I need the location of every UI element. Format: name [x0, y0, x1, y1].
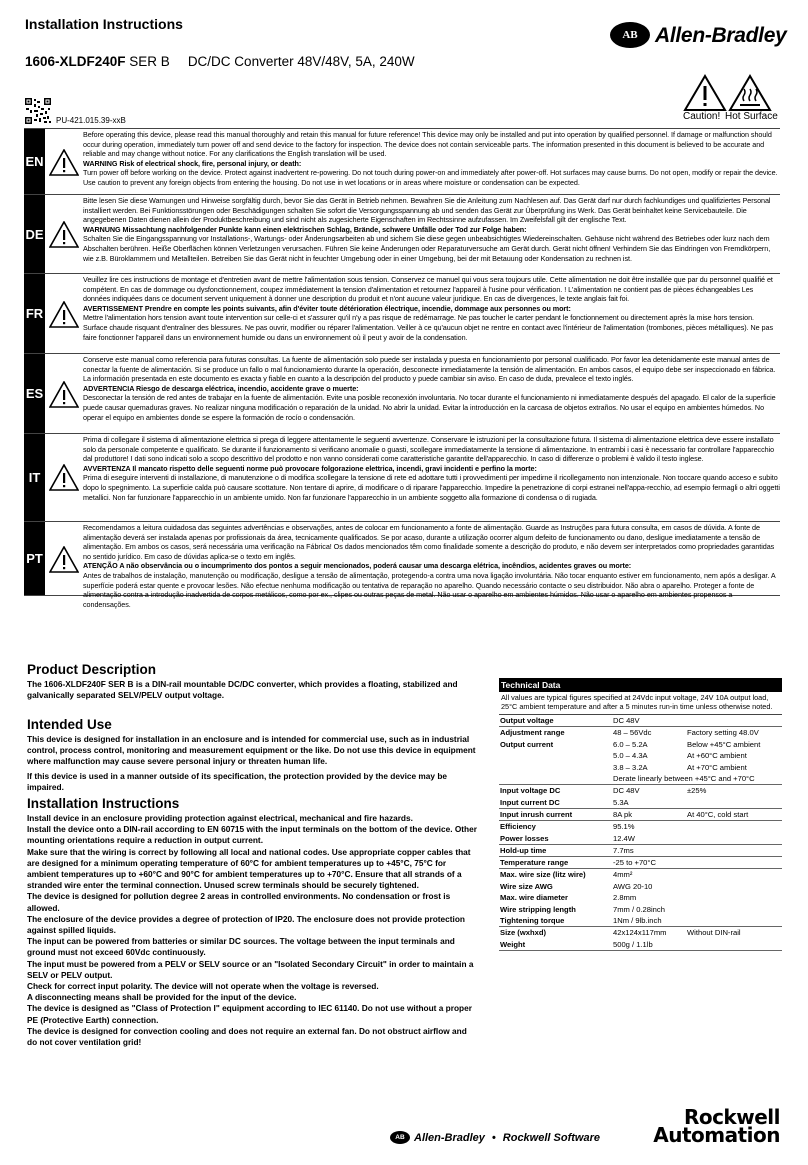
company-name-line1: Rockwell: [683, 1105, 780, 1129]
tech-value: -25 to +70°C: [613, 858, 656, 868]
tech-note: [687, 904, 782, 916]
tech-value: Derate linearly between +45°C and +70°C: [613, 774, 755, 784]
paragraph: Install device in an enclosure providing protection against electrical, mechanical and fire hazards.: [27, 813, 413, 823]
tech-value: 7mm / 0.28inch: [613, 904, 665, 914]
tech-value: 8A pk: [613, 809, 632, 819]
tech-row: [499, 881, 782, 893]
company-name-line2: Automation: [653, 1123, 780, 1147]
qr-code-icon: [24, 97, 52, 125]
tech-label: Input voltage DC: [500, 786, 561, 796]
lang-text: [83, 275, 780, 342]
tech-row: [499, 762, 782, 774]
product-title: [25, 54, 415, 69]
warning-triangle-icon: [49, 464, 79, 491]
lang-intro: Conserve este manual como referencia para futuras consultas. La fuente de alimentación solo puede ser instalada y puesta en funcionamiento por personal cualificado. Por favor lea detenidamente este manual antes de conectar la fuente de alimentación. Si se produce un fallo o mal funcionamiento durante la operación, desconecte inmediatamente la tensión de alimentación. En ambos casos, el equipo debe ser inspeccionado en fábrica. La información presentada en este documento es exacta y fiable en cuanto a la descripción del producto y puede cambiar sin aviso. En caso de duda, prevalece el texto inglés.: [83, 355, 776, 384]
tech-value: 3.8 – 3.2A: [613, 762, 648, 772]
tech-label: Output current: [500, 739, 554, 749]
technical-data-table: [499, 678, 782, 951]
tech-value: 5.3A: [613, 797, 629, 807]
tech-label: Input current DC: [500, 797, 560, 807]
tech-row: [499, 904, 782, 916]
lang-section-it: [24, 433, 780, 521]
lang-body: Schalten Sie die Eingangsspannung vor Installations-, Wartungs- oder Änderungsarbeiten ab und sichern Sie diese gegen unbeabsichtigtes Wiedereinschalten. Gehäuse nicht während des Betriebes oder kurz nach dem Abschalten berühren. Heiße Oberflächen können Verletzungen verursachen. Führen Sie keine Änderungen oder Reparaturversuche am Gerät durch. Gerät nicht öffnen! Verhindern Sie das Eindringen von Fremdkörpern, wie z.B. Büroklammern und Metallteilen. Betreiben Sie das Gerät nicht in feuchter Umgebung oder in einer Umgebung, bei der mit Betauung oder Kondensation zu rechnen ist.: [83, 234, 771, 263]
safety-warnings-block: [24, 128, 780, 609]
tech-row: [499, 833, 782, 845]
lang-section-de: [24, 194, 780, 273]
lang-code: IT: [24, 434, 45, 521]
paragraph: If this device is used in a manner outside of its specification, the protection provided by the device may be impaired.: [27, 770, 448, 792]
lang-text: [83, 435, 780, 502]
tech-value: 7.7ms: [613, 845, 634, 855]
technical-data-rows: [499, 715, 782, 951]
tech-label: Max. wire diameter: [500, 893, 568, 903]
lang-body: Desconectar la tensión de red antes de trabajar en la fuente de alimentación. Evite una posible reconexión involuntaria. No tocar durante el funcionamiento ni inmediatamente después del apagado. El calor de la superficie puede causar quemaduras graves. No realizar ninguna modificación o reparación de la unidad. No abrir la unidad. Evitar la introducción en la carcasa de objetos extraños. No usar el equipo en ambientes húmedos. No operar el equipo en ambientes donde se espere la formación de rocío o condensación.: [83, 393, 776, 422]
warning-triangle-icon: [49, 381, 79, 408]
lang-text: [83, 355, 780, 422]
tech-value: AWG 20-10: [613, 881, 653, 891]
tech-row: [499, 845, 782, 857]
tech-note: [687, 869, 782, 881]
tech-row: [499, 821, 782, 833]
lang-text: [83, 130, 780, 188]
tech-label: Hold-up time: [500, 845, 547, 855]
lang-code: EN: [24, 129, 45, 194]
tech-row: [499, 915, 782, 927]
lang-intro: Veuillez lire ces instructions de montage et d'entretien avant de mettre l'alimentation sous tension. Conservez ce manuel qui vous sera toujours utile. Cette alimentation ne doit être installée que par du personnel qualifié et compétent. En cas de dommage ou dysfonctionnement, coupez immédiatement la tension d'alimentation et retournez l'appareil à l'usine pour vérification. ! L'alimentation ne contient pas de pièces échangeables Les données indiquées dans ce document servent uniquement à donner une description du produit et n'ont aucune valeur juridique. En cas de divergences, le texte anglais fait foi.: [83, 275, 773, 304]
lang-code: PT: [24, 522, 45, 595]
tech-note: [687, 892, 782, 904]
tech-value: 12.4W: [613, 833, 635, 843]
product-description: DC/DC Converter 48V/48V, 5A, 240W: [187, 54, 415, 69]
lang-text: [83, 523, 780, 609]
tech-note: [687, 833, 782, 844]
document-title: Installation Instructions: [25, 16, 183, 32]
lang-text: [83, 196, 780, 263]
tech-value: 4mm²: [613, 870, 633, 880]
tech-label: Max. wire size (litz wire): [500, 870, 586, 880]
tech-label: [499, 750, 613, 762]
warning-triangle-icon: [49, 221, 79, 248]
tech-note: Below +45°C ambient: [687, 739, 761, 749]
hot-surface-label: Hot Surface: [725, 111, 778, 122]
tech-row: [499, 750, 782, 762]
product-code: 1606-XLDF240F: [25, 54, 126, 69]
paragraph: Install the device onto a DIN-rail according to EN 60715 with the input terminals on the bottom of the device. Other mounting orientations require a reduction in output current.: [27, 824, 477, 846]
tech-note: Without DIN-rail: [687, 928, 741, 938]
tech-label: Adjustment range: [500, 728, 565, 738]
lang-code: ES: [24, 354, 45, 433]
warning-triangle-icon: [49, 149, 79, 176]
tech-label: [499, 773, 613, 784]
tech-row: [499, 715, 782, 727]
tech-value: 48 – 56Vdc: [613, 728, 652, 738]
tech-note: [687, 821, 782, 833]
lang-section-pt: [24, 521, 780, 609]
paragraph: Check for correct input polarity. The device will not operate when the voltage is reversed.: [27, 981, 379, 992]
technical-data-note: All values are typical figures specified at 24Vdc input voltage, 24V 10A output load, 25°C ambient temperature and after a 5 minutes run-in time unless otherwise noted.: [499, 692, 782, 715]
tech-row: [499, 797, 782, 809]
tech-note: [687, 915, 782, 926]
tech-note: ±25%: [687, 786, 707, 796]
tech-row: [499, 773, 782, 785]
tech-label: Wire size AWG: [500, 881, 553, 891]
tech-label: Wire stripping length: [500, 904, 576, 914]
tech-label: Weight: [500, 939, 526, 949]
tech-value: DC 48V: [613, 786, 640, 796]
ab-logo: AB: [610, 22, 650, 48]
tech-value: 500g / 1.1lb: [613, 939, 653, 949]
tech-row: [499, 892, 782, 904]
tech-label: Efficiency: [500, 822, 536, 832]
brand-name: Allen-Bradley: [655, 24, 787, 47]
caution-warning-icon: [683, 74, 727, 112]
tech-note: [687, 845, 782, 856]
product-description-heading: Product Description: [27, 662, 157, 677]
tech-row: [499, 785, 782, 797]
technical-data-header: Technical Data: [499, 678, 782, 692]
installation-heading: Installation Instructions: [27, 796, 180, 811]
lang-section-en: [24, 128, 780, 194]
tech-note: At +70°C ambient: [687, 762, 747, 772]
footer-separator: •: [491, 1131, 496, 1144]
lang-code: FR: [24, 274, 45, 353]
lang-body: Mettre l'alimentation hors tension avant toute intervention sur celle-ci et s'assurer qu'il n'y a pas risque de redémarrage. Ne pas toucher le carter pendant le fonctionnement ou directement après la mise hors tension. Surface chaude risquant d'entraîner des blessures. Ne pas ouvrir, modifier ou réparer l'alimentation. Veiller à ce qu'aucun objet ne rentre en contact avec l'intérieur de l'alimentation (trombones, pièces métalliques). Ne pas faire fonctionner l'appareil dans un environnement humide ou dans un environnement où il peut y avoir de la condensation.: [83, 313, 773, 342]
tech-label: Size (wxhxd): [500, 928, 546, 938]
tech-value: 1Nm / 9lb.inch: [613, 916, 662, 926]
lang-warning: WARNUNG Missachtung nachfolgender Punkte kann einen elektrischen Schlag, Brände, schwere Unfälle oder Tod zur Folge haben:: [83, 224, 527, 234]
warning-triangle-icon: [49, 301, 79, 328]
paragraph: The device is designed for convection cooling and does not require an external fan. Do not obstruct airflow and do not cover ventilation grid!: [27, 1025, 467, 1048]
lang-warning: WARNING Risk of electrical shock, fire, personal injury, or death:: [83, 158, 302, 168]
tech-note: At +60°C ambient: [687, 751, 747, 761]
tech-label: Output voltage: [500, 715, 554, 725]
paragraph: The device is designed for pollution degree 2 areas in controlled environments. No condensation or frost is allowed.: [27, 891, 451, 913]
tech-row: [499, 927, 782, 939]
tech-value: 5.0 – 4.3A: [613, 751, 648, 761]
tech-label: [499, 762, 613, 774]
tech-note: [687, 715, 782, 726]
intended-use-text: [27, 734, 479, 793]
intended-use-heading: Intended Use: [27, 717, 112, 732]
lang-body: Antes de trabalhos de instalação, manutenção ou modificação, desligue a tensão de alimentação, protegendo-a contra uma nova ligação involuntária. Não tocar enquanto estiver em funcionamento, nem após a desligar. A superfície poderá estar quente e provocar lesões. Não efectue nenhuma modificação ou tentativa de reparação no aparelho. Quando necessário contacte o seu distribuidor. Não abra o aparelho. Proteger a fonte de alimentação contra a introdução inadvertida de corpos metálicos, como por ex., clipes ou outras peças de metal. Não usar o aparelho em ambientes húmidos. Não usar o aparelho em ambientes propensos a condensações.: [83, 570, 776, 609]
tech-value: 95.1%: [613, 822, 635, 832]
rockwell-automation-logo: [630, 1105, 780, 1147]
product-series: SER B: [125, 54, 170, 69]
paragraph: This device is designed for installation in an enclosure and is intended for commercial use, such as in industrial control, process control, monitoring and measurement equipment or the like. Do not use this device in equipment where malfunction may cause severe personal injury or threaten human life.: [27, 734, 476, 767]
tech-row: [499, 739, 782, 751]
lang-section-es: [24, 353, 780, 433]
caution-label: Caution!: [683, 111, 721, 122]
tech-label: Power losses: [500, 833, 549, 843]
tech-value: 2.8mm: [613, 893, 637, 903]
lang-body: Turn power off before working on the device. Protect against inadvertent re-powering. Do not touch during power-on and immediately after power-off. Hot surfaces may cause burns. Do not open, modify or repair the device. Use caution to prevent any foreign objects from entering the housing. Do not use in wet locations or in areas where moisture or condensation can be expected.: [83, 168, 778, 187]
installation-text: [27, 813, 479, 1048]
warning-triangle-icon: [49, 546, 79, 573]
lang-intro: Prima di collegare il sistema di alimentazione elettrica si prega di leggere attentamente le seguenti avvertenze. Conservare le istruzioni per la consultazione futura. Il sistema di alimentazione elettrica deve essere installato solo da personale competente e qualificato. Se durante il funzionamento si verificano anomalie o guasti, scollegare immediatamente la tensione di alimentazione. In entrambi i casi è necessario far controllare l'apparecchio dal produttore! I dati sono indicati solo a scopo descrittivo del prodotto e non vanno considerati come caratteristiche garantite dell'apparecchio. In caso di differenze o problemi è valido il testo inglese.: [83, 435, 775, 464]
paragraph: The input must be powered from a PELV or SELV source or an "Isolated Secondary Circuit" in order to maintain a SELV or PELV output.: [27, 958, 474, 980]
tech-value: DC 48V: [613, 715, 640, 725]
product-description-text: The 1606-XLDF240F SER B is a DIN-rail mountable DC/DC converter, which provides a floating, stabilized and galvanically separated SELV/PELV output voltage.: [27, 679, 458, 701]
tech-note: [687, 939, 782, 950]
tech-note: [687, 797, 782, 808]
paragraph: The input can be powered from batteries or similar DC sources. The voltage between the input terminals and ground must not exceed 60Vdc continuously.: [27, 936, 455, 958]
lang-section-fr: [24, 273, 780, 353]
tech-row: [499, 869, 782, 881]
ab-logo-small: AB: [390, 1131, 410, 1144]
hot-surface-icon: [728, 74, 772, 112]
lang-warning: AVERTISSEMENT Prendre en compte les points suivants, afin d'éviter toute détérioration électrique, incendie, dommage aux personnes ou mort:: [83, 303, 571, 313]
tech-row: [499, 727, 782, 739]
tech-value: 6.0 – 5.2A: [613, 739, 648, 749]
lang-intro: Bitte lesen Sie diese Warnungen und Hinweise sorgfältig durch, bevor Sie das Gerät in Betrieb nehmen. Bewahren Sie die Anleitung zum Nachlesen auf. Das Gerät darf nur durch fachkundiges und qualifiziertes Personal installiert werden. Bei Funktionsstörungen oder Beschädigungen schalten Sie sofort die Versorgungsspannung ab und senden das Gerät zur Überprüfung ins Werk. Das Gerät beinhaltet keine Servicebauteile. Die angegebenen Daten dienen allein der Produktbeschreibung und sind nicht als zugesicherte Eigenschaften im Rechtssinne aufzufassen. Im Zweifelsfall gilt der englische Text.: [83, 196, 771, 225]
tech-note: At 40°C, cold start: [687, 809, 749, 819]
paragraph: The enclosure of the device provides a degree of protection of IP20. The enclosure does not provide protection against spilled liquids.: [27, 913, 465, 936]
lang-body: Prima di eseguire interventi di installazione, di manutenzione o di modifica scollegare la tensione di rete ed adottare tutti i provvedimenti per impedirne il ricollegamento non intenzionale. Non toccare quando acceso e subito dopo lo spegnimento. La superficie calda può causare scottature. Non tentare di aprire, di modificare o di riparare l'apparecchio. Impedire la penetrazione di corpi estranei nell'appa-recchio, ad esempio fermagli o altri oggetti metallici. Non far funzionare l'apparecchio in un ambiente umido. Non far funzionare l'apparecchio in un ambiente soggetto alla formazione di condensa o di rugiada.: [83, 473, 780, 502]
tech-label: Temperature range: [500, 858, 569, 868]
lang-code: DE: [24, 195, 45, 273]
footer-brand-rockwell-software: Rockwell Software: [502, 1131, 600, 1144]
tech-label: Input inrush current: [500, 809, 573, 819]
footer-brands: [390, 1131, 600, 1144]
tech-note: [687, 857, 782, 868]
lang-warning: AVVERTENZA Il mancato rispetto delle seguenti norme può provocare folgorazione elettrica, incendi, gravi incidenti e perfino la morte:: [83, 463, 537, 473]
tech-note: Factory setting 48.0V: [687, 728, 759, 738]
tech-note: [687, 881, 782, 893]
tech-row: [499, 809, 782, 821]
tech-row: [499, 939, 782, 951]
paragraph: Make sure that the wiring is correct by following all local and national codes. Use appropriate copper cables that are designed for a minimum operating temperature of 60°C for ambient temperatures up to +45°C, 75°C for ambient temperatures up to +60°C and 90°C for ambient temperatures up to +70°C. Ensure that all strands of a stranded wire enter the terminal connection. Unused screw terminals should be securely tightened.: [27, 846, 471, 891]
lang-warning: ADVERTENCIA Riesgo de descarga eléctrica, incendio, accidente grave o muerte:: [83, 383, 359, 393]
lang-warning: ATENÇÃO A não observância ou o incumprimento dos pontos a seguir mencionados, poderá causar uma descarga elétrica, incêndios, acidentes graves ou morte:: [83, 561, 632, 571]
lang-intro: Recomendamos a leitura cuidadosa das seguintes advertências e observações, antes de colocar em funcionamento a fonte de alimentação. Guarde as Instruções para futura consulta, em casos de dúvida. A fonte de alimentação deverá ser instalada apenas por profissionais da área, tecnicamente qualificados. Se por acaso, durante a utilização ocorrer algum defeito de funcionamento ou dano, desligue imediatamente a tensão de alimentação. Em ambos os casos, será necessária uma verificação na Fábrica! Os dados mencionados têm como finalidade somente a descrição do produto, e não devem ser interpretados como propriedades garantidas no sentido jurídico. Em caso de dúvidas aplica-se o texto em inglês.: [83, 523, 775, 561]
paragraph: The device is designed as "Class of Protection I" equipment according to IEC 61140. Do not use without a proper PE (Protective Earth) connection.: [27, 1003, 472, 1025]
document-code: PU-421.015.39-xxB: [56, 116, 126, 125]
tech-label: Tightening torque: [500, 916, 565, 926]
lang-intro: Before operating this device, please read this manual thoroughly and retain this manual for future reference! This device may only be installed and put into operation by qualified personnel. If damage or malfunction should occur during operation, immediately turn power off and send device to the factory for inspection. The device does not contain serviceable parts. The information presented in this document is believed to be accurate and reliable and may change without notice. For any clarifications the English translation will be used.: [83, 130, 772, 159]
paragraph: A disconnecting means shall be provided for the input of the device.: [27, 992, 297, 1003]
footer-brand-allen-bradley: Allen-Bradley: [414, 1131, 485, 1144]
tech-row: [499, 857, 782, 869]
tech-value: 42x124x117mm: [613, 928, 667, 938]
